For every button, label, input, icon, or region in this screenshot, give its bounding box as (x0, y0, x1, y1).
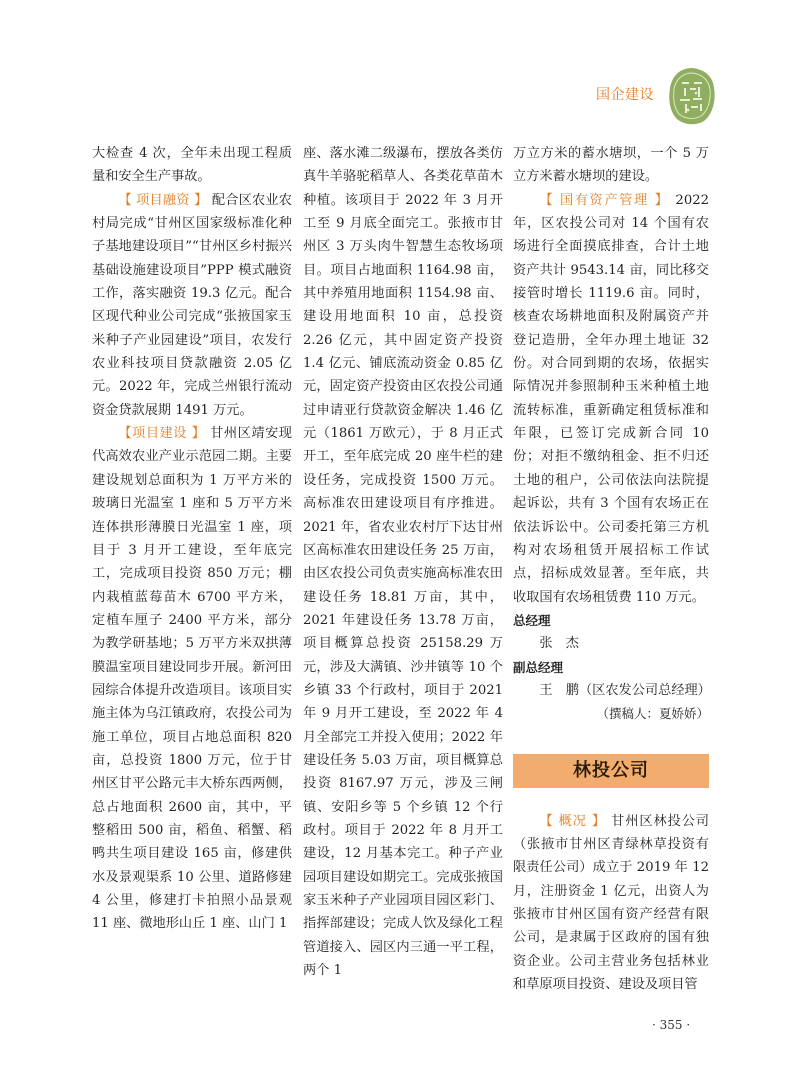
paragraph (92, 142, 292, 189)
section-tag-overview: 【 概况 】 (539, 813, 607, 829)
paragraph: 座、落水滩二级瀑布，摆放各类仿真牛羊骆驼稻草人、各类花草苗木种植。该项目于 2022 年 3 月开工至 9 月底全面完工。张掖市甘州区 3 万头肉牛智慧生态牧场项目。项目占地面积 1164.98 亩，其中养殖用地面积 1154.98 亩、建设用地面积 10 亩，总投资 2.26 亿元，其中固定资产投资 1.4 亿元、铺底流动资金 0.85 亿元，固定资产投资由区农投公司通过申请亚行贷款资金解决 1.46 亿元（1861 万欧元），于 8 月正式开工，至年底完成 20 座牛栏的建设任务，完成投资 1500 万元。高标准农田建设项目有序推进。2021 年，省农业农村厅下达甘州区高标准农田建设任务 25 万亩，由区农投公司负责实施高标准农田建设任务 18.81 万亩，其中，2021 年建设任务 13.78 万亩，项目概算总投资 25158.29 万元，涉及大满镇、沙井镇等 10 个乡镇 33 个行政村，项目于 2021 年 9 月开工建设，至 2022 年 4 月全部完工并投入使用；2022 年建设任务 5.03 万亩，项目概算总投资 8167.97 万元，涉及三闸镇、安阳乡等 5 个乡镇 12 个行政村。项目于 2022 年 8 月开工建设，12 月基本完工。种子产业园项目建设如期完工。完成张掖国家玉米种子产业园项目园区彩门、指挥部建设；完成人饮及绿化工程管道接入、园区内三通一平工程，两个 1 (303, 146, 503, 979)
section-tag-asset-management: 【 国有资产管理 】 (539, 192, 670, 208)
text-column-3 (513, 142, 709, 996)
organization-header: 林投公司 (513, 754, 709, 788)
paragraph-text: 配合区农业农村局完成“甘州区国家级标准化种子基地建设项目”“甘州区乡村振兴基础设施建设项目”PPP 模式融资工作，落实融资 19.3 亿元。配合区现代种业公司完成“张掖国家玉米种子产业园建设”项目，农发行农业科技项目贷款融资 2.05 亿元。2022 年，完成兰州银行流动资金贷款展期 1491 万元。 (92, 192, 292, 418)
paragraph: 万立方米的蓄水塘坝，一个 5 万立方米蓄水塘坝的建设。 (513, 146, 709, 185)
paragraph (513, 810, 709, 997)
paragraph-text: 2022 年，区农投公司对 14 个国有农场进行全面摸底排查，合计土地资产共计 9543.14 亩，同比移交接管时增长 1119.6 亩。同时，核查农场耕地面积及附属资产并登记造册，全年办理土地证 32 份。对合同到期的农场，依据实际情况并参照制种玉米种植土地流转标准，重新确定租赁标准和年限，已签订完成新合同 10 份；对拒不缴纳租金、拒不归还土地的租户，公司依法向法院提起诉讼，共有 3 个国有农场正在依法诉讼中。公司委托第三方机构对农场租赁开展招标工作试点，招标成效显著。至年底，共收取国有农场租赁费 110 万元。 (513, 192, 709, 605)
author-credit: （撰稿人：夏娇娇） (596, 706, 709, 722)
section-tag-financing: 【 项目融资 】 (118, 192, 208, 208)
role-label-deputy-general-manager: 副总经理 (513, 659, 564, 675)
text-column-1 (92, 142, 292, 936)
text-column-2 (303, 142, 503, 982)
seal-emblem-icon (666, 66, 718, 126)
person-name: 张 杰 (539, 636, 579, 652)
paragraph-text: 甘州区靖安现代高效农业产业示范园二期。主要建设规划总面积为 1 万平方米的玻璃日光温室 1 座和 5 万平方米连体拱形薄膜日光温室 1 座，项目于 3 月开工建设，至年底完工，完成项目投资 850 万元；棚内栽植蓝莓苗木 6700 平方米，定植车厘子 2400 平方米，部分为教学研基地；5 万平方米双拱薄膜温室项目建设同步开展。新河田园综合体提升改造项目。该项目实施主体为乌江镇政府，农投公司为施工单位，项目占地总面积 820 亩，总投资 1800 万元，位于甘州区甘平公路元丰大桥东西两侧，总占地面积 2600 亩，其中，平整稻田 500 亩，稻鱼、稻蟹、稻鸭共生项目建设 165 亩，修建供水及景观渠系 10 公里、道路修建 4 公里，修建打卡拍照小品景观 11 座、微地形山丘 1 座、山门 1 (92, 426, 292, 932)
person-name: 王 鹏（区农发公司总经理） (539, 682, 711, 698)
paragraph-text: 大检查 4 次，全年未出现工程质量和安全生产事故。 (92, 146, 292, 185)
paragraph (513, 189, 709, 609)
paragraph (92, 189, 292, 422)
page-number: · 355 · (652, 1018, 691, 1032)
section-label: 国企建设 (596, 87, 654, 103)
paragraph-text: 甘州区林投公司（张掖市甘州区青绿林草投资有限责任公司）成立于 2019 年 12 月，注册资金 1 亿元，出资人为张掖市甘州区国有资产经营有限公司，是隶属于区政府的国有独资企业。公司主营业务包括林业和草原项目投资、建设及项目管 (513, 813, 709, 992)
role-label-general-manager: 总经理 (513, 612, 551, 628)
section-tag-construction: 【项目建设 】 (118, 426, 206, 442)
paragraph (92, 422, 292, 936)
